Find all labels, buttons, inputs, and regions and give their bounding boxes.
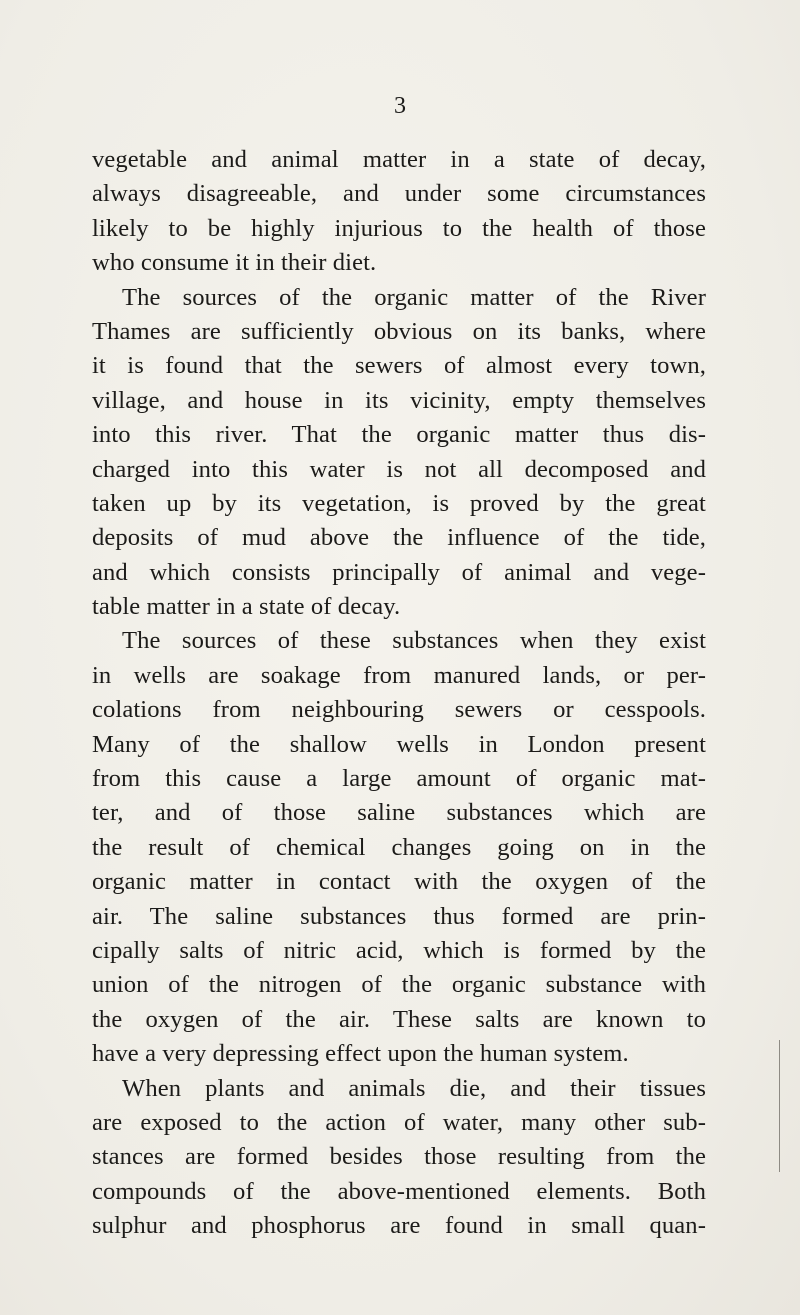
text-line: who consume it in their diet. (92, 249, 377, 277)
text-line: organic matter in contact with the oxygen of the (92, 868, 706, 896)
text-line: the result of chemical changes going on in the (92, 833, 706, 861)
text-line: and which consists principally of animal and vege- (92, 558, 706, 586)
text-line: are exposed to the action of water, many other sub- (92, 1108, 706, 1136)
margin-mark (779, 1040, 780, 1172)
text-line: the oxygen of the air. These salts are known to (92, 1005, 706, 1033)
text-line: village, and house in its vicinity, empty themselves (92, 386, 706, 414)
text-line: from this cause a large amount of organic mat- (92, 765, 706, 793)
body-text (92, 143, 706, 1244)
text-line: deposits of mud above the influence of the tide, (92, 524, 706, 552)
text-line: sulphur and phosphorus are found in small quan- (92, 1212, 706, 1240)
text-line: likely to be highly injurious to the health of those (92, 214, 706, 242)
text-line: colations from neighbouring sewers or cesspools. (92, 696, 706, 724)
text-line: The sources of the organic matter of the River (122, 283, 706, 311)
text-line: cipally salts of nitric acid, which is formed by the (92, 936, 706, 964)
text-line: it is found that the sewers of almost every town, (92, 352, 706, 380)
text-line: compounds of the above-mentioned elements. Both (92, 1177, 706, 1205)
text-line: taken up by its vegetation, is proved by the great (92, 489, 706, 517)
page-number: 3 (394, 93, 406, 119)
text-line: vegetable and animal matter in a state of decay, (92, 146, 706, 173)
text-line: Thames are sufficiently obvious on its banks, where (92, 317, 706, 345)
text-line: table matter in a state of decay. (92, 593, 401, 621)
text-line: charged into this water is not all decomposed and (92, 455, 706, 483)
text-line: always disagreeable, and under some circumstances (92, 180, 706, 208)
text-line: When plants and animals die, and their tissues (122, 1074, 706, 1102)
text-line: The sources of these substances when they exist (122, 627, 706, 655)
text-line: ter, and of those saline substances which are (92, 799, 706, 827)
text-line: in wells are soakage from manured lands, or per- (92, 661, 706, 689)
text-line: have a very depressing effect upon the human system. (92, 1040, 629, 1068)
text-line: Many of the shallow wells in London present (92, 730, 706, 758)
text-line: union of the nitrogen of the organic substance with (92, 971, 706, 999)
text-line: air. The saline substances thus formed are prin- (92, 902, 706, 930)
text-line: stances are formed besides those resulting from the (92, 1143, 706, 1171)
text-line: into this river. That the organic matter thus dis- (92, 421, 706, 449)
